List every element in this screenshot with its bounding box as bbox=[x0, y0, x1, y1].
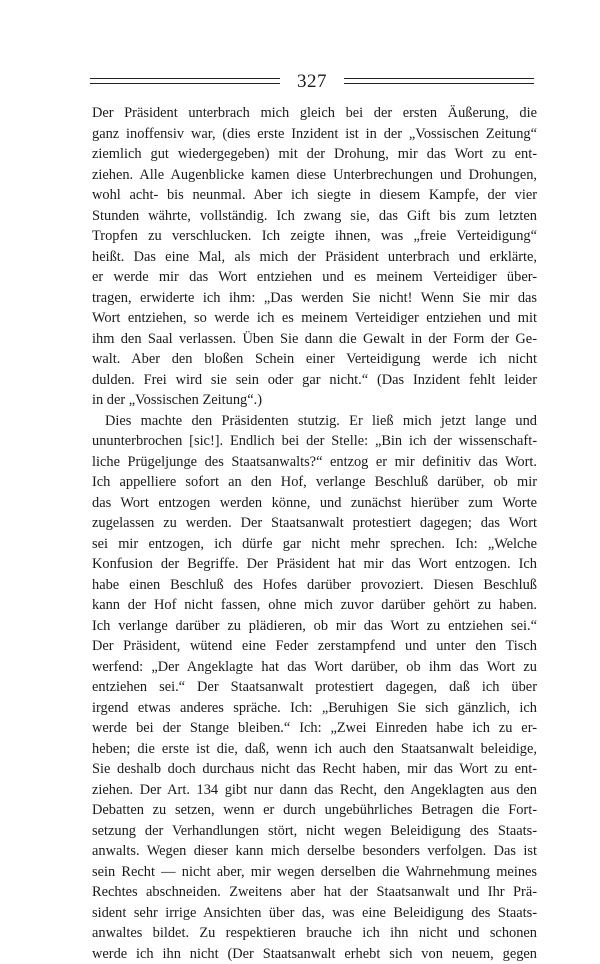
page-header bbox=[90, 66, 534, 96]
text-line: werde bei der Stange bleiben.“ Ich: „Zwei Einreden habe ich zu er- bbox=[92, 718, 537, 739]
text-line: sei mir entzogen, ich dürfe gar nicht mehr sprechen. Ich: „Welche bbox=[92, 534, 537, 555]
text-line: setzung der Verhandlungen stört, nicht wegen Beleidigung des Staats- bbox=[92, 821, 537, 842]
body-text bbox=[92, 103, 537, 964]
text-line: anwaltes bildet. Zu respektieren brauche ich ihn nicht und schonen bbox=[92, 923, 537, 944]
text-line: Ich verlange darüber zu plädieren, ob mir das Wort zu entziehen sei.“ bbox=[92, 616, 537, 637]
text-line: ziemlich gut wiedergegeben) mit der Drohung, mir das Wort zu ent- bbox=[92, 144, 537, 165]
text-line: wohl acht- bis neunmal. Aber ich siegte in diesem Kampfe, der vier bbox=[92, 185, 537, 206]
text-line: das Wort entzogen werden könne, und zunächst hierüber zum Worte bbox=[92, 493, 537, 514]
text-line: heben; die erste ist die, daß, wenn ich auch den Staatsanwalt beleidige, bbox=[92, 739, 537, 760]
text-line: Sie deshalb doch durchaus nicht das Recht haben, mir das Wort zu ent- bbox=[92, 759, 537, 780]
text-line: er werde mir das Wort entziehen und es meinem Verteidiger über- bbox=[92, 267, 537, 288]
header-rule-right bbox=[344, 78, 534, 84]
text-line: heißt. Das eine Mal, als mich der Präsident unterbrach und erklärte, bbox=[92, 247, 537, 268]
text-line: werde ich ihn nicht (Der Staatsanwalt erhebt sich von neuem, gegen bbox=[92, 944, 537, 964]
text-line: irgend etwas anderes spräche. Ich: „Beruhigen Sie sich gänzlich, ich bbox=[92, 698, 537, 719]
text-line: Ich appelliere sofort an den Hof, verlange Beschluß darüber, ob mir bbox=[92, 472, 537, 493]
text-line: Tropfen zu verschlucken. Ich zeigte ihnen, was „freie Verteidigung“ bbox=[92, 226, 537, 247]
page-number: 327 bbox=[297, 72, 327, 91]
text-line: Konfusion der Begriffe. Der Präsident hat mir das Wort entzogen. Ich bbox=[92, 554, 537, 575]
text-line: ihm den Saal verlassen. Üben Sie dann die Gewalt in der Form der Ge- bbox=[92, 329, 537, 350]
text-line: Stunden währte, vollständig. Ich zwang sie, das Gift bis zum letzten bbox=[92, 206, 537, 227]
text-line: liche Prügeljunge des Staatsanwalts?“ entzog er mir definitiv das Wort. bbox=[92, 452, 537, 473]
text-line: ziehen. Der Art. 134 gibt nur dann das Recht, den Angeklagten aus den bbox=[92, 780, 537, 801]
text-line: walt. Aber den bloßen Schein einer Verteidigung werde ich nicht bbox=[92, 349, 537, 370]
text-line: ganz inoffensiv war, (dies erste Inzident ist in der „Vossischen Zeitung“ bbox=[92, 124, 537, 145]
text-line: Der Präsident unterbrach mich gleich bei der ersten Äußerung, die bbox=[92, 103, 537, 124]
text-line: dulden. Frei wird sie sein oder gar nicht.“ (Das Inzident fehlt leider bbox=[92, 370, 537, 391]
text-line: sident sehr irrige Ansichten über das, was eine Beleidigung des Staats- bbox=[92, 903, 537, 924]
text-line: werfend: „Der Angeklagte hat das Wort darüber, ob ihm das Wort zu bbox=[92, 657, 537, 678]
text-line: kann der Hof nicht fassen, ohne mich zuvor darüber gehört zu haben. bbox=[92, 595, 537, 616]
text-line: ununterbrochen [sic!]. Endlich bei der Stelle: „Bin ich der wissenschaft- bbox=[92, 431, 537, 452]
text-line: tragen, erwiderte ich ihm: „Das werden Sie nicht! Wenn Sie mir das bbox=[92, 288, 537, 309]
text-line: sein Recht — nicht aber, mir wegen derselben die Wahrnehmung meines bbox=[92, 862, 537, 883]
text-line: Debatten zu setzen, wenn er durch ungebührliches Betragen die Fort- bbox=[92, 800, 537, 821]
header-rule-left bbox=[90, 78, 280, 84]
text-line: ziehen. Alle Augenblicke kamen diese Unterbrechungen und Drohungen, bbox=[92, 165, 537, 186]
text-line: Dies machte den Präsidenten stutzig. Er ließ mich jetzt lange und bbox=[92, 411, 537, 432]
text-line: in der „Vossischen Zeitung“.) bbox=[92, 390, 537, 411]
text-line: Rechtes abschneiden. Zweitens aber hat der Staatsanwalt und Ihr Prä- bbox=[92, 882, 537, 903]
text-line: habe einen Beschluß des Hofes darüber provoziert. Diesen Beschluß bbox=[92, 575, 537, 596]
text-line: Der Präsident, wütend eine Feder zerstampfend und unter den Tisch bbox=[92, 636, 537, 657]
text-line: zugelassen zu werden. Der Staatsanwalt protestiert dagegen; das Wort bbox=[92, 513, 537, 534]
text-line: Wort entziehen, so werde ich es meinem Verteidiger entziehen und mit bbox=[92, 308, 537, 329]
text-line: entziehen sei.“ Der Staatsanwalt protestiert dagegen, daß ich über bbox=[92, 677, 537, 698]
text-line: anwalts. Wegen dieser kann mich derselbe besonders verfolgen. Das ist bbox=[92, 841, 537, 862]
